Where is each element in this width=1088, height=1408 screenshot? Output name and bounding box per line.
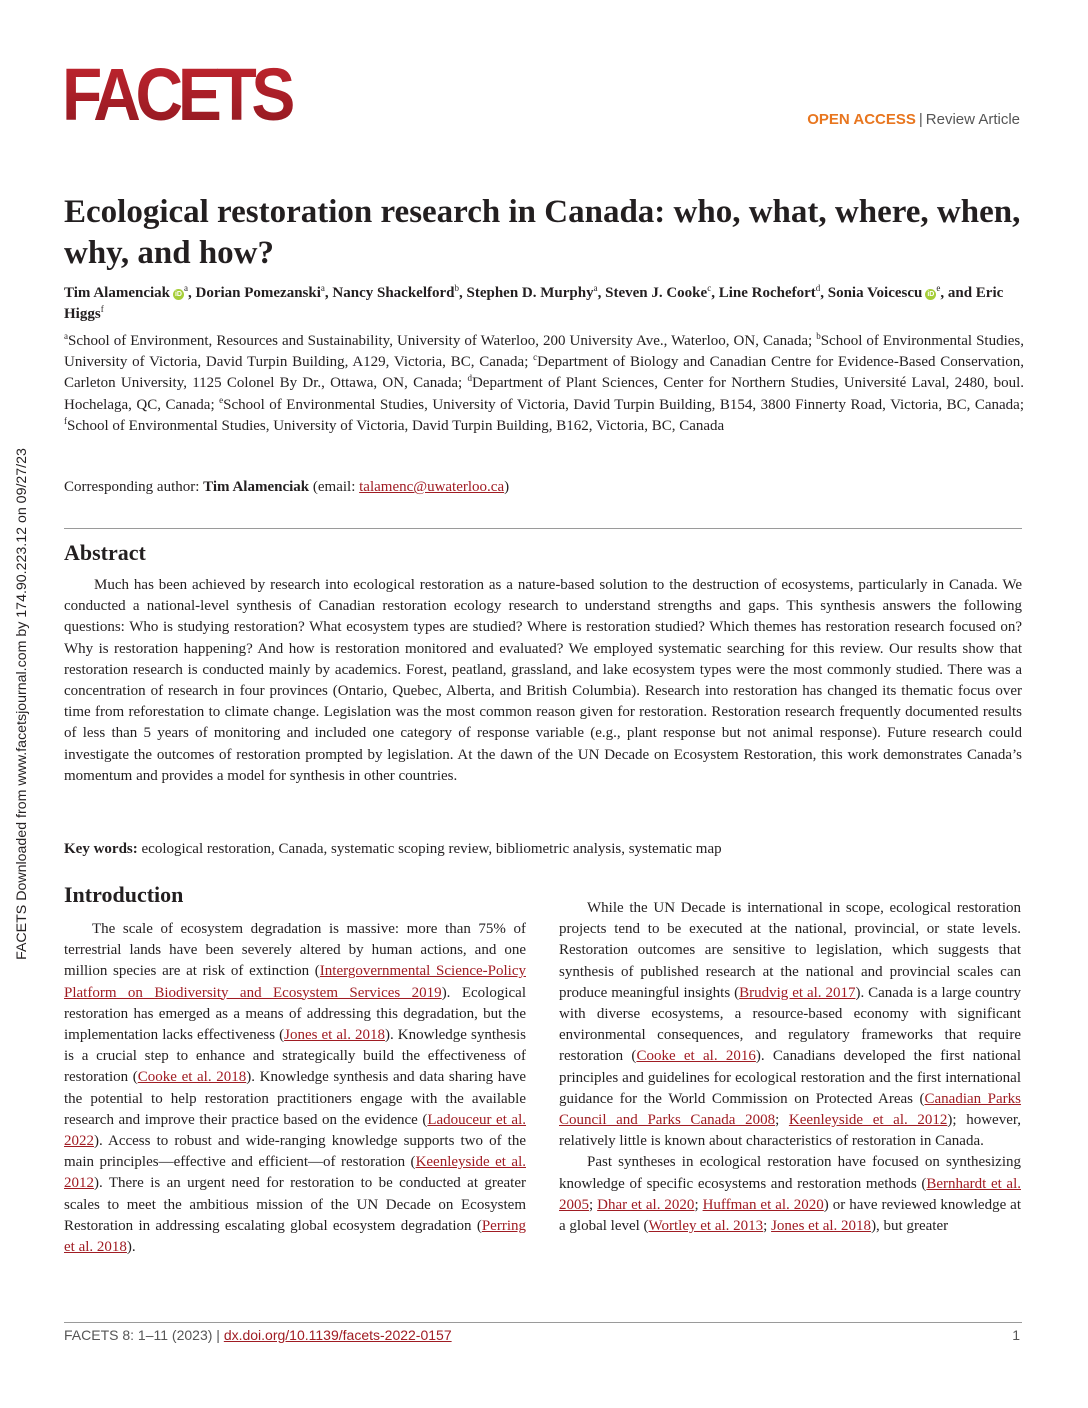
citation-link[interactable]: Ladouceur et al. 2022 [64, 1111, 527, 1150]
affiliation-key: c [533, 352, 538, 363]
footer-journal: FACETS [64, 1327, 119, 1343]
affiliation-text: School of Environment, Resources and Sustainability, University of Waterloo, 200 University Ave., Waterloo, ON, Canada; [68, 333, 817, 349]
open-access-badge: OPEN ACCESS [807, 111, 916, 128]
author-name: Sonia Voicescu [827, 285, 923, 301]
author-separator: , [459, 285, 467, 301]
footer-volume: 8: 1–11 (2023) | [118, 1327, 224, 1343]
citation-link[interactable]: Bernhardt et al. 2005 [559, 1175, 1021, 1213]
text-run: ). Access to robust and wide-ranging knowledge supports two of the main principles—effective and efficient—of restoration ( [64, 1133, 526, 1171]
affiliation-marker: b [454, 283, 459, 293]
affiliation-text: School of Environmental Studies, University of Victoria, David Turpin Building, A129, Victoria, BC, Canada; [64, 333, 1025, 371]
article-title: Ecological restoration research in Canada: who, what, where, when, why, and how? [64, 194, 1021, 271]
author-separator: , [597, 285, 606, 301]
text-run: ; [589, 1196, 598, 1213]
logo-text: FACETS [62, 53, 294, 136]
affiliation-key: d [467, 373, 472, 384]
citation-link[interactable]: Dhar et al. 2020 [597, 1196, 695, 1213]
download-watermark: FACETS Downloaded from www.facetsjournal.com by 174.90.223.12 on 09/27/23 [14, 448, 30, 960]
corresponding-name: Tim Alamenciak [203, 479, 310, 495]
author-separator: , [324, 285, 333, 301]
doi-link[interactable]: dx.doi.org/10.1139/facets-2022-0157 [223, 1327, 452, 1343]
keywords-label: Key words: [64, 841, 142, 857]
citation-link[interactable]: Jones et al. 2018 [771, 1218, 872, 1235]
affiliation-marker: a [593, 283, 598, 293]
author-name: Stephen D. Murphy [466, 285, 594, 301]
footer-citation [64, 1327, 452, 1343]
intro-column-left [64, 919, 526, 1258]
corresponding-label: Corresponding author: [64, 479, 204, 495]
author-name: Eric Higgs [64, 285, 1004, 322]
corresponding-email-link[interactable]: talamenc@uwaterloo.ca [359, 479, 505, 495]
footer-divider [64, 1322, 1022, 1323]
citation-link[interactable]: Keenleyside et al. 2012 [64, 1154, 526, 1192]
affiliation-text: School of Environmental Studies, University of Victoria, David Turpin Building, B154, 3800 Finnerty Road, Victoria, BC, Canada; [223, 396, 1024, 413]
introduction-heading: Introduction [64, 882, 184, 907]
text-run: ) or have reviewed knowledge at a global level ( [559, 1196, 1022, 1235]
citation-link[interactable]: Jones et al. 2018 [284, 1027, 385, 1044]
article-type: Review Article [925, 111, 1020, 128]
text-run: The scale of ecosystem degradation is massive: more than 75% of terrestrial lands have been severely altered by human actions, and one million species are at risk of extinction ( [64, 921, 526, 980]
author-name: Steven J. Cooke [605, 285, 708, 301]
affiliation-marker: a [320, 283, 325, 293]
author-separator: , [820, 285, 828, 301]
text-run: ). Knowledge synthesis and data sharing have the potential to help restoration practitioners engage with the available research and improve their practice based on the evidence ( [64, 1069, 527, 1128]
affiliations [64, 331, 1024, 437]
author-name: Nancy Shackelford [332, 285, 455, 301]
affiliation-marker: c [707, 283, 712, 293]
keywords-list: ecological restoration, Canada, systematic scoping review, bibliometric analysis, systematic map [141, 841, 722, 857]
affiliation-key: b [816, 331, 821, 341]
email-prefix: (email: [309, 479, 360, 495]
citation-link[interactable]: Cooke et al. 2018 [137, 1069, 247, 1086]
citation-link[interactable]: Cooke et al. 2016 [636, 1048, 756, 1065]
orcid-icon[interactable]: iD [174, 291, 182, 298]
affiliation-marker: f [100, 304, 104, 314]
abstract-heading: Abstract [64, 540, 146, 565]
citation-link[interactable]: Canadian Parks Council and Parks Canada 2008 [559, 1090, 1022, 1129]
citation-link[interactable]: Keenleyside et al. 2012 [788, 1112, 948, 1129]
corresponding-author [64, 479, 1024, 496]
author-name: Tim Alamenciak [64, 285, 170, 301]
header-separator: | [918, 111, 923, 128]
affiliation-marker: a [183, 283, 188, 293]
text-run: ); however, relatively little is known about characteristics of restoration in Canada. [559, 1112, 1021, 1150]
page-number: 1 [1012, 1327, 1020, 1343]
text-run: ). Ecological restoration has emerged as a means of addressing this degradation, but the implementation lacks effectiveness ( [64, 984, 526, 1044]
author-separator: , [711, 285, 719, 301]
paragraph [559, 898, 1021, 1152]
text-run: ). Knowledge synthesis is a crucial step to enhance and strategically build the effectiveness of restoration ( [64, 1027, 526, 1086]
email-suffix: ) [504, 479, 510, 495]
citation-link[interactable]: Wortley et al. 2013 [648, 1218, 764, 1235]
article-type-label [807, 111, 1020, 128]
affiliation-text: Department of Plant Sciences, Center for Northern Studies, Université Laval, 2480, boul. Hochelaga, QC, Canada; [64, 375, 1024, 413]
text-run: ; [694, 1196, 703, 1213]
facets-logo[interactable] [62, 53, 294, 136]
author-name: Dorian Pomezanski [195, 285, 321, 301]
affiliation-text: Department of Biology and Canadian Centre for Evidence-Based Conservation, Carleton University, 1125 Colonel By Dr., Ottawa, ON, Canada; [64, 354, 1024, 392]
text-run: ; [763, 1218, 772, 1235]
citation-link[interactable]: Intergovernmental Science-Policy Platform on Biodiversity and Ecosystem Services 2019 [64, 963, 526, 1001]
text-run: ). [126, 1239, 136, 1256]
affiliation-key: a [64, 331, 68, 341]
author-separator: , and [940, 285, 976, 301]
author-name: Line Rochefort [718, 285, 816, 301]
text-run: While the UN Decade is international in scope, ecological restoration projects tend to be executed at the national, provincial, or state levels. Restoration outcomes are sensitive to legislation, which suggests that synthesis of published research at the national and provincial scales can produce meaningful insights ( [559, 900, 1021, 1001]
text-run: ), but greater [871, 1218, 949, 1235]
text-run: ). There is an urgent need for restoration to be conducted at greater scales to meet the ambitious mission of the UN Decade on Ecosystem Restoration in addressing escalating global ecosystem degradation ( [64, 1175, 526, 1234]
text-run: ). Canadians developed the first national principles and guidelines for ecological restoration and the first international guidance for the World Commission on Protected Areas ( [559, 1048, 1021, 1107]
affiliation-marker: d [815, 283, 821, 293]
affiliation-text: School of Environmental Studies, University of Victoria, David Turpin Building, B162, Victoria, BC, Canada [67, 417, 725, 434]
intro-column-right [559, 898, 1021, 1237]
text-run: ). Canada is a large country with diverse ecosystems, a resource-based economy with significant environmental consequences, and regulatory frameworks that require restoration ( [559, 984, 1022, 1065]
paragraph [559, 1152, 1021, 1237]
author-list [64, 283, 1024, 325]
abstract-text: Much has been achieved by research into ecological restoration as a nature-based solution to the destruction of ecosystems, particularly in Canada. We conducted a national-level synthesis of Canadian restoration ecology research to understand strengths and gaps. This synthesis answers the following questions: Who is studying restoration? What ecosystem types are studied? Where is restoration studied? Which themes has restoration research focused on? Why is restoration happening? And how is restoration monitored and evaluated? We employed systematic searching for this review. Our results show that restoration research is conducted mainly by academics. Forest, peatland, grassland, and lake ecosystem types were the most commonly studied. There was a concentration of research in four provinces (Ontario, Quebec, Alberta, and British Columbia). Research into restoration has changed its thematic focus over time from reforestation to climate change. Legislation was the most common reason given for restoration. Restoration research frequently documented results of less than 5 years of monitoring and included one category of response variable (e.g., plant response but not animal response). Future research could investigate the outcomes of restoration prompted by legislation. At the dawn of the UN Decade on Ecosystem Restoration, this work demonstrates Canada’s momentum and provides a model for synthesis in other countries. [64, 577, 1022, 784]
paragraph [64, 919, 526, 1258]
affiliation-key: f [64, 415, 67, 426]
affiliation-marker: e [936, 283, 941, 293]
citation-link[interactable]: Perring et al. 2018 [64, 1217, 526, 1256]
keywords [64, 841, 1022, 858]
header-divider [64, 528, 1022, 529]
author-separator: , [187, 285, 196, 301]
text-run: Past syntheses in ecological restoration have focused on synthesizing knowledge of specific ecosystems and restoration methods ( [559, 1154, 1021, 1192]
citation-link[interactable]: Huffman et al. 2020 [702, 1196, 824, 1213]
affiliation-key: e [219, 394, 224, 405]
text-run: ; [775, 1112, 789, 1129]
orcid-icon[interactable]: iD [927, 291, 935, 298]
citation-link[interactable]: Brudvig et al. 2017 [739, 984, 856, 1001]
